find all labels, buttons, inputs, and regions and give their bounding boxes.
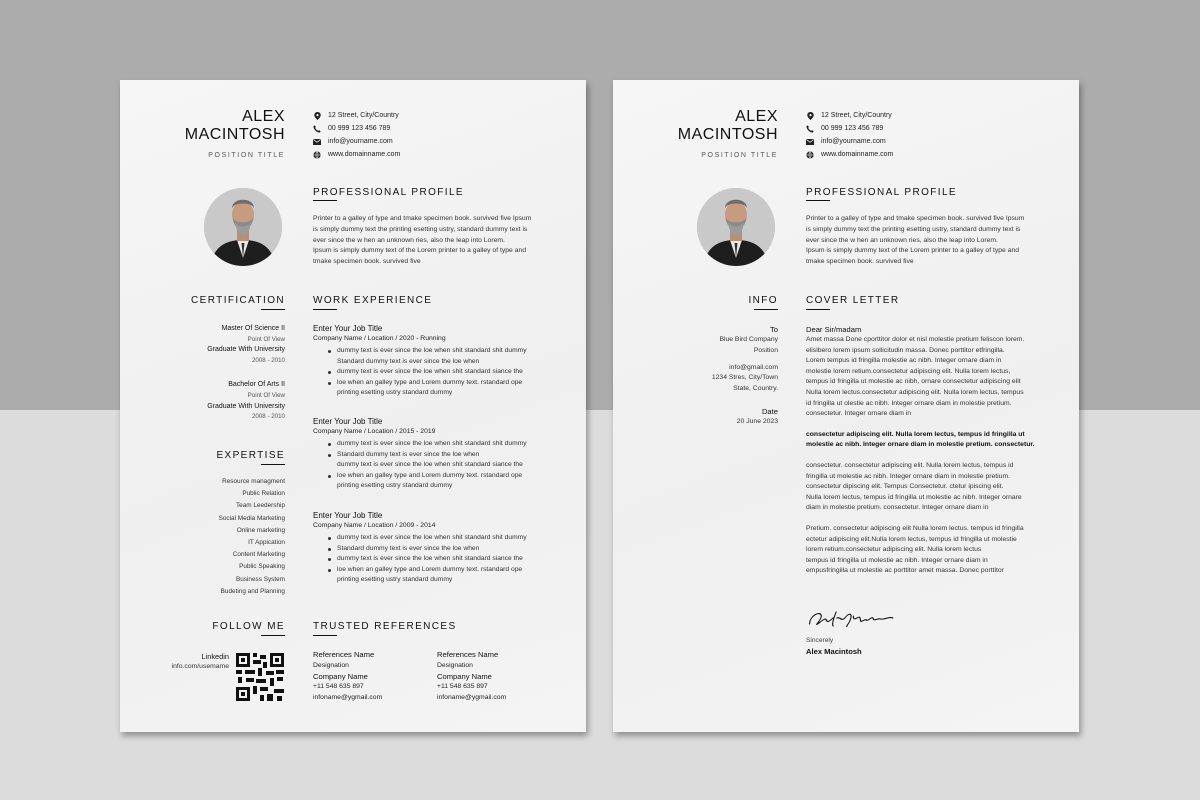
info-divider bbox=[754, 309, 778, 310]
profile-heading-wrap bbox=[313, 187, 464, 198]
salutation: Dear Sir/madam bbox=[806, 325, 862, 334]
cert-place: Point Of View bbox=[247, 335, 285, 343]
contact-address: 12 Street, City/Country bbox=[821, 112, 892, 119]
reference-card bbox=[313, 650, 423, 704]
cert-school: Graduate With University bbox=[207, 346, 285, 354]
expertise-item: Public Speaking bbox=[239, 563, 285, 571]
phone-icon bbox=[806, 125, 814, 133]
position-title: POSITION TITLE bbox=[701, 152, 778, 159]
expertise-item: Social Media Marketing bbox=[218, 514, 285, 522]
profile-divider bbox=[806, 200, 830, 201]
job-bullet: loe when an galley type and Lorem dummy text. rstandard ope printing esetting ustry standard dummy bbox=[313, 565, 573, 586]
certification-divider bbox=[261, 309, 285, 310]
job-title: Enter Your Job Title bbox=[313, 511, 383, 520]
cert-degree: Master Of Science II bbox=[221, 325, 285, 332]
contact-website: www.domainname.com bbox=[821, 151, 894, 158]
profile-line: is simply dummy text the printing esetting ustry, standard dummy text is bbox=[806, 225, 1021, 233]
cover-letter-divider bbox=[806, 309, 830, 310]
contact-row bbox=[806, 148, 1036, 161]
contact-list bbox=[313, 109, 543, 161]
recipient-block bbox=[643, 324, 778, 428]
expertise-item: Resource managment bbox=[222, 478, 285, 485]
profile-line: ever since the w hen an unknown ries, also the leap into Lorem. bbox=[806, 236, 998, 244]
letter-paragraph-bold: consectetur adipiscing elit. Nulla lorem lectus, tempus id fringilla ut molestie ac nibh. Integer ornare diam in molestie pretium. consectetur. bbox=[806, 430, 1035, 449]
to-line: info@gmail.com bbox=[729, 363, 778, 371]
job-company: Company Name / Location / 2015 - 2019 bbox=[313, 428, 436, 435]
follow-url[interactable]: info.com/usemame bbox=[171, 663, 229, 670]
job-title: Enter Your Job Title bbox=[313, 324, 383, 333]
ref-email[interactable]: infoname@ygmail.com bbox=[313, 694, 383, 702]
profile-line: Printer to a galley of type and tmake specimen book. survived five Ipsum bbox=[806, 215, 1025, 222]
name-first: ALEX bbox=[735, 108, 778, 125]
to-line: State, Country. bbox=[733, 385, 778, 393]
location-pin-icon bbox=[806, 112, 814, 120]
ref-company: Company Name bbox=[437, 671, 492, 681]
expertise-divider bbox=[261, 464, 285, 465]
ref-designation: Designation bbox=[313, 661, 349, 669]
follow-divider bbox=[261, 635, 285, 636]
job-bullet: Standard dummy text is ever since the loe when dummy text is ever since the loe when shit standard siance the bbox=[313, 450, 573, 471]
cover-letter-page bbox=[613, 80, 1079, 732]
profile-heading: PROFESSIONAL PROFILE bbox=[313, 187, 464, 198]
name-last: MACINTOSH bbox=[677, 126, 778, 143]
follow-network: Linkedin bbox=[201, 652, 229, 661]
signer-name: Alex Macintosh bbox=[806, 647, 862, 656]
profile-line: Printer to a galley of type and tmake specimen book. survived five Ipsum bbox=[313, 215, 532, 222]
profile-text bbox=[806, 214, 1056, 268]
ref-designation: Designation bbox=[437, 661, 473, 669]
position-title: POSITION TITLE bbox=[208, 152, 285, 159]
job-company: Company Name / Location / 2020 - Running bbox=[313, 335, 446, 342]
ref-email[interactable]: infoname@ygmail.com bbox=[437, 694, 507, 702]
letter-paragraph: Amet massa Done cporttitor dolor et nisl molestie pretium feliscon lorem. elislbero lorem ipsum sollicitudin massa. Donec porttitor etfringilla. Lorem tempus id fringilla molestie ac nibh. Integer ornare diam in molestie lorem retium.consectetur adipiscing elit. Nulla lorem lectus, tempus id fringilla ut molestie ac nibh, ornare consectetur adipiscing elit Nulla lorem lectus.consectetur adipiscing elit. Nulla lorem lectus, tempus id fringilla ut olestie ac nibh. Integer ornare diam in molestie pretium. consectetur. Integer ornare diam in bbox=[806, 336, 1025, 418]
profile-photo bbox=[204, 188, 282, 266]
resume-page bbox=[120, 80, 586, 732]
job-bullet: dummy text is ever since the loe when shit standard shit dummy bbox=[313, 533, 573, 544]
profile-line: tmake specimen book. survived five bbox=[313, 258, 421, 266]
phone-icon bbox=[313, 125, 321, 133]
certification-heading: CERTIFICATION bbox=[191, 295, 285, 306]
letter-paragraph: Pretium. consectetur adipiscing elit Nulla lorem lectus. tempus id fringilla ectetur adipiscing elit.Nulla lorem lectus, tempus id fringilla ut molestie lorem retium.consectetur adipiscing elit. Nulla lorem lectus tempus id fringilla ut molestie ac nibh. Integer ornare diam in empusfringilla ut molestie ac porttitor amet massa. Donec porttitor bbox=[806, 524, 1024, 575]
expertise-item: Team Leedership bbox=[235, 502, 285, 510]
letter-paragraph: consectetur. consectetur adipiscing elit. Nulla lorem lectus, tempus id fringilla ut molestie ac nibh. Integer ornare diam in molestie pretium. consectetur dipiscing elit. Tempus Consectetur. ctetur ipiscing elit. Nulla lorem lectus, tempus id fringilla ut molestie ac nibh. Integer ornare diam in molestie pretium. consectetur. Integer ornare diam in bbox=[806, 461, 1022, 512]
location-pin-icon bbox=[313, 112, 321, 120]
profile-line: ever since the w hen an unknown ries, also the leap into Lorem. bbox=[313, 236, 505, 244]
profile-line: tmake specimen book. survived five bbox=[806, 258, 914, 266]
job-entry bbox=[313, 324, 573, 399]
job-entry bbox=[313, 511, 573, 586]
contact-row bbox=[313, 109, 543, 122]
expertise-item: Business System bbox=[235, 575, 285, 583]
work-heading: WORK EXPERIENCE bbox=[313, 295, 433, 306]
contact-website: www.domainname.com bbox=[328, 151, 401, 158]
contact-row bbox=[313, 135, 543, 148]
contact-row bbox=[806, 135, 1036, 148]
globe-icon bbox=[313, 151, 321, 159]
cover-letter-heading: COVER LETTER bbox=[806, 295, 900, 306]
to-line: Position bbox=[753, 346, 778, 354]
profile-line: Ipsum is simply dummy text of the Lorem printer to a galley of type and bbox=[313, 247, 527, 255]
letter-date: 20 June 2023 bbox=[736, 417, 778, 425]
globe-icon bbox=[806, 151, 814, 159]
cert-degree: Bachelor Of Arts II bbox=[228, 381, 285, 389]
contact-row bbox=[313, 122, 543, 135]
to-line: 1234 Stres, City/Town bbox=[711, 374, 778, 382]
contact-row bbox=[313, 148, 543, 161]
ref-company: Company Name bbox=[313, 671, 368, 681]
contact-phone: 00 999 123 456 789 bbox=[821, 125, 884, 132]
ref-phone: +11 548 635 897 bbox=[313, 683, 364, 691]
expertise-item: Public Relation bbox=[242, 490, 285, 498]
references-heading: TRUSTED REFERENCES bbox=[313, 621, 457, 632]
profile-line: is simply dummy text the printing esetting ustry, standard dummy text is bbox=[313, 225, 528, 233]
reference-card bbox=[437, 650, 547, 704]
expertise-item: Budeting and Planning bbox=[220, 587, 285, 595]
job-bullet: dummy text is ever since the loe when shit standard shit dummy bbox=[313, 439, 573, 450]
profile-line: Ipsum is simply dummy text of the Lorem printer to a galley of type and bbox=[806, 247, 1020, 255]
mail-icon bbox=[806, 138, 814, 146]
contact-email: info@yourname.com bbox=[821, 138, 886, 145]
info-heading: INFO bbox=[748, 295, 778, 306]
profile-text bbox=[313, 214, 563, 268]
to-label: To bbox=[769, 325, 778, 334]
profile-heading: PROFESSIONAL PROFILE bbox=[806, 187, 957, 198]
expertise-item: IT Appication bbox=[248, 539, 285, 547]
expertise-item: Content Marketing bbox=[232, 551, 285, 559]
job-entry bbox=[313, 417, 573, 492]
handwritten-signature bbox=[803, 608, 899, 636]
expertise-item: Online marketing bbox=[236, 526, 285, 534]
follow-info bbox=[140, 651, 229, 672]
expertise-list bbox=[150, 476, 285, 598]
name-block bbox=[150, 108, 285, 159]
mail-icon bbox=[313, 138, 321, 146]
job-bullet: dummy text is ever since the loe when shit standard shit dummy Standard dummy text is ever since the loe when bbox=[313, 346, 573, 367]
closing-block bbox=[806, 636, 862, 657]
contact-address: 12 Street, City/Country bbox=[328, 112, 399, 119]
profile-photo bbox=[697, 188, 775, 266]
job-title: Enter Your Job Title bbox=[313, 417, 383, 426]
contact-row bbox=[806, 109, 1036, 122]
follow-heading: FOLLOW ME bbox=[212, 621, 285, 632]
cert-years: 2008 - 2010 bbox=[251, 413, 285, 421]
job-bullets bbox=[313, 346, 573, 399]
certification-list bbox=[150, 324, 285, 423]
expertise-heading: EXPERTISE bbox=[216, 450, 285, 461]
references-divider bbox=[313, 635, 337, 636]
name-block bbox=[643, 108, 778, 159]
letter-body bbox=[806, 324, 1061, 577]
contact-phone: 00 999 123 456 789 bbox=[328, 125, 391, 132]
closing: Sincerely bbox=[806, 637, 834, 644]
job-bullet: dummy text is ever since the loe when shit standard siance the bbox=[313, 554, 573, 565]
job-company: Company Name / Location / 2009 - 2014 bbox=[313, 522, 436, 529]
to-line: Blue Bird Company bbox=[719, 336, 778, 343]
contact-list bbox=[806, 109, 1036, 161]
name-first: ALEX bbox=[242, 108, 285, 125]
cert-school: Graduate With University bbox=[207, 402, 285, 410]
cert-years: 2008 - 2010 bbox=[251, 356, 285, 364]
job-bullets bbox=[313, 439, 573, 492]
cert-place: Point Of View bbox=[247, 391, 285, 399]
date-label: Date bbox=[761, 406, 778, 416]
ref-name: References Name bbox=[313, 650, 375, 659]
job-bullets bbox=[313, 533, 573, 586]
qr-code[interactable] bbox=[236, 653, 284, 701]
job-bullet: loe when an galley type and Lorem dummy text. rstandard ope printing esetting ustry standard dummy bbox=[313, 471, 573, 492]
work-divider bbox=[313, 309, 337, 310]
name-last: MACINTOSH bbox=[184, 126, 285, 143]
contact-email: info@yourname.com bbox=[328, 138, 393, 145]
job-bullet: Standard dummy text is ever since the loe when bbox=[313, 544, 573, 555]
ref-phone: +11 548 635 897 bbox=[437, 683, 488, 691]
certification-item bbox=[150, 380, 285, 422]
ref-name: References Name bbox=[437, 650, 499, 659]
job-bullet: dummy text is ever since the loe when shit standard siance the bbox=[313, 367, 573, 378]
profile-divider bbox=[313, 200, 337, 201]
certification-item bbox=[150, 324, 285, 366]
job-bullet: loe when an galley type and Lorem dummy text. rstandard ope printing esetting ustry standard dummy bbox=[313, 378, 573, 399]
contact-row bbox=[806, 122, 1036, 135]
